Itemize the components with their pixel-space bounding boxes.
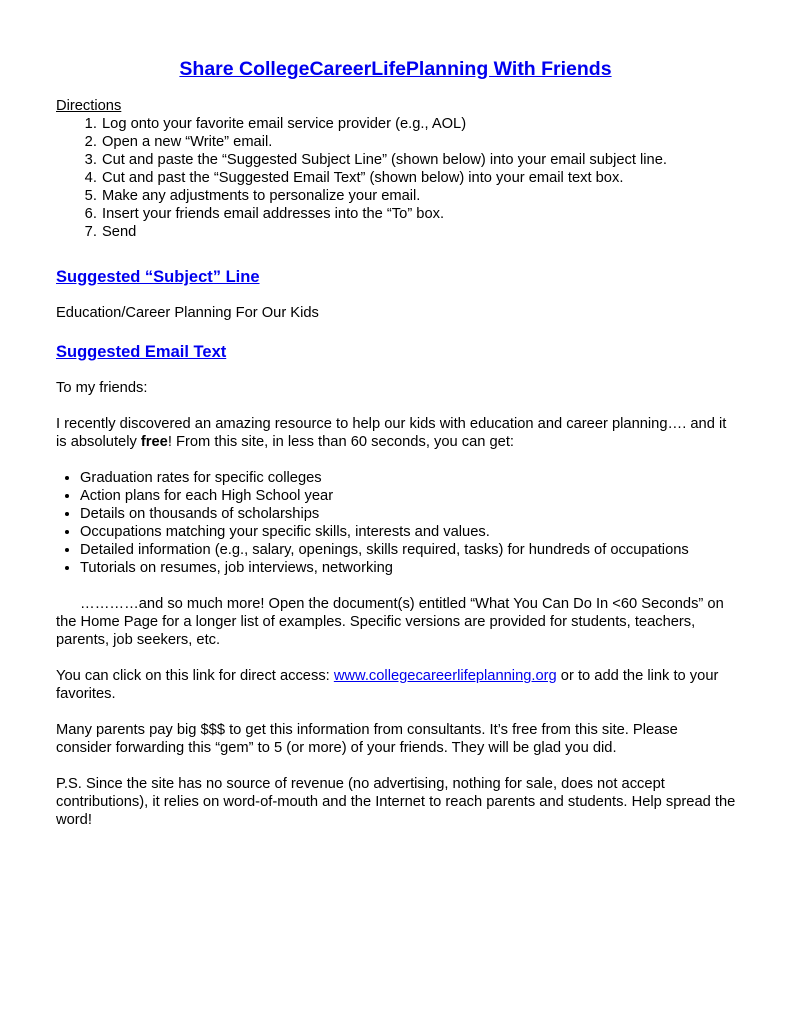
directions-label: Directions: [56, 98, 122, 114]
step-item: 7. Send: [101, 223, 736, 241]
parents-paragraph: Many parents pay big $$$ to get this information from consultants. It’s free from this site. Please consider forwarding this “gem” to 5 (or more) of your friends. They will be glad you did.: [56, 722, 678, 756]
more-paragraph: …………and so much more! Open the document(s) entitled “What You Can Do In <60 Seconds” on the Home Page for a longer list of examples. Specific versions are provided for students, teachers, parents, job seekers, etc.: [56, 596, 724, 648]
intro-text-end: ! From this site, in less than 60 seconds, you can get:: [167, 434, 515, 450]
subject-text: Education/Career Planning For Our Kids: [56, 305, 319, 321]
step-item: 3. Cut and paste the “Suggested Subject Line” (shown below) into your email subject line.: [101, 151, 736, 169]
email-intro: [56, 415, 736, 451]
email-greeting: To my friends:: [56, 380, 148, 396]
list-item: • Detailed information (e.g., salary, openings, skills required, tasks) for hundreds of occupations: [80, 541, 736, 559]
intro-bold-free: free: [140, 434, 168, 450]
list-item: • Occupations matching your specific skills, interests and values.: [80, 523, 736, 541]
step-item: 1. Log onto your favorite email service provider (e.g., AOL): [101, 115, 736, 133]
page-title: Share CollegeCareerLifePlanning With Friends: [179, 58, 612, 80]
list-item: • Graduation rates for specific colleges: [80, 469, 736, 487]
link-lead-text: You can click on this link for direct access:: [56, 668, 334, 684]
list-item: • Tutorials on resumes, job interviews, networking: [80, 559, 736, 577]
list-item: • Action plans for each High School year: [80, 487, 736, 505]
step-item: 4. Cut and past the “Suggested Email Text” (shown below) into your email text box.: [101, 169, 736, 187]
subject-heading: Suggested “Subject” Line: [56, 268, 260, 286]
document-body: [56, 97, 736, 829]
website-link[interactable]: www.collegecareerlifeplanning.org: [333, 668, 557, 684]
step-item: 5. Make any adjustments to personalize your email.: [101, 187, 736, 205]
step-item: 2. Open a new “Write” email.: [101, 133, 736, 151]
step-item: 6. Insert your friends email addresses into the “To” box.: [101, 205, 736, 223]
link-trail-text: or to add the link to your favorites.: [56, 668, 719, 702]
email-heading: Suggested Email Text: [56, 343, 227, 361]
feature-list: [56, 469, 736, 577]
directions-steps: [56, 115, 736, 241]
intro-text: I recently discovered an amazing resource to help our kids with education and career planning…. and it is absolutely: [56, 416, 727, 450]
ps-paragraph: P.S. Since the site has no source of revenue (no advertising, nothing for sale, does not accept contributions), it relies on word-of-mouth and the Internet to reach parents and students. Help spread the word!: [56, 776, 736, 828]
link-paragraph: [56, 667, 736, 703]
list-item: • Details on thousands of scholarships: [80, 505, 736, 523]
